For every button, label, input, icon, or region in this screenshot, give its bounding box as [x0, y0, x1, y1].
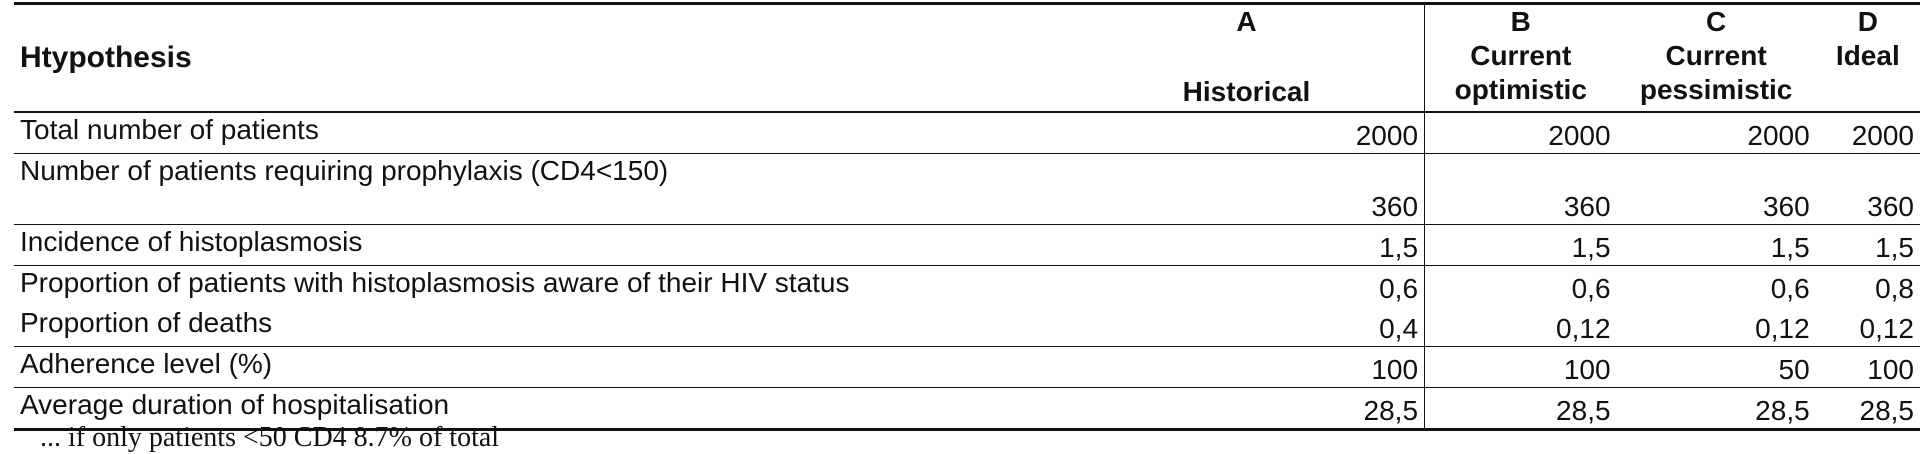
cell-d: 2000 [1851, 120, 1914, 151]
cell-d: 0,8 [1875, 273, 1914, 304]
row-label: Proportion of patients with histoplasmosis aware of their HIV status [20, 267, 850, 298]
cell-b: 100 [1425, 347, 1617, 388]
row-label: Average duration of hospitalisation [20, 389, 450, 420]
cell-c: 0,12 [1755, 313, 1810, 344]
cell-a: 360 [1371, 191, 1419, 222]
cell-a: 0,6 [1379, 273, 1419, 304]
cell-d: 0,12 [1859, 313, 1914, 344]
table-row [14, 306, 1920, 347]
column-subtitle: pessimistic [1639, 74, 1793, 105]
cell-c: 1,5 [1770, 232, 1810, 263]
cell-a: 1,5 [1379, 232, 1419, 263]
table-title: Htypothesis [20, 41, 192, 74]
column-subtitle: Historical [1182, 76, 1311, 107]
cell-d: 1,5 [1875, 232, 1914, 263]
cell-a: 2000 [1355, 120, 1419, 151]
row-label: Proportion of deaths [20, 307, 273, 338]
table-row [14, 266, 1920, 307]
column-header-b [1425, 4, 1617, 113]
column-subtitle: Current [1470, 40, 1572, 71]
cell-d: 28,5 [1859, 395, 1914, 426]
table-row [14, 154, 1920, 225]
row-label: Adherence level (%) [20, 348, 273, 379]
table-row [14, 112, 1920, 154]
row-label: Incidence of histoplasmosis [20, 226, 363, 257]
table-row [14, 225, 1920, 266]
column-subtitle: Current [1665, 40, 1767, 71]
cell-b: 28,5 [1425, 388, 1617, 430]
column-header-c [1617, 4, 1816, 113]
cell-d: 100 [1867, 354, 1914, 385]
column-letter: B [1510, 6, 1531, 37]
header-row [14, 4, 1920, 113]
cell-b: 0,12 [1425, 306, 1617, 347]
column-letter: D [1857, 6, 1878, 37]
row-label: Total number of patients [20, 114, 319, 145]
cell-c: 0,6 [1770, 273, 1810, 304]
cell-c: 2000 [1747, 120, 1810, 151]
cell-c: 28,5 [1755, 395, 1810, 426]
footnote: ... if only patients <50 CD4 8.7% of total [40, 422, 500, 453]
cell-a: 0,4 [1379, 313, 1419, 344]
column-header-d [1816, 4, 1920, 113]
cell-b: 1,5 [1425, 225, 1617, 266]
column-subtitle: optimistic [1454, 74, 1587, 105]
row-label: Number of patients requiring prophylaxis (CD4<150) [20, 155, 669, 186]
cell-d: 360 [1867, 191, 1914, 222]
table-row [14, 347, 1920, 388]
cell-b: 0,6 [1425, 266, 1617, 307]
cell-b: 2000 [1425, 112, 1617, 154]
hypothesis-table [14, 2, 1920, 431]
cell-a: 100 [1371, 354, 1419, 385]
cell-c: 50 [1778, 354, 1810, 385]
column-letter: C [1705, 6, 1727, 37]
column-letter: A [1236, 6, 1257, 37]
column-header-a [1069, 4, 1425, 113]
cell-a: 28,5 [1363, 395, 1419, 426]
cell-c: 360 [1762, 191, 1810, 222]
column-subtitle: Ideal [1835, 40, 1900, 71]
cell-b: 360 [1425, 154, 1617, 225]
